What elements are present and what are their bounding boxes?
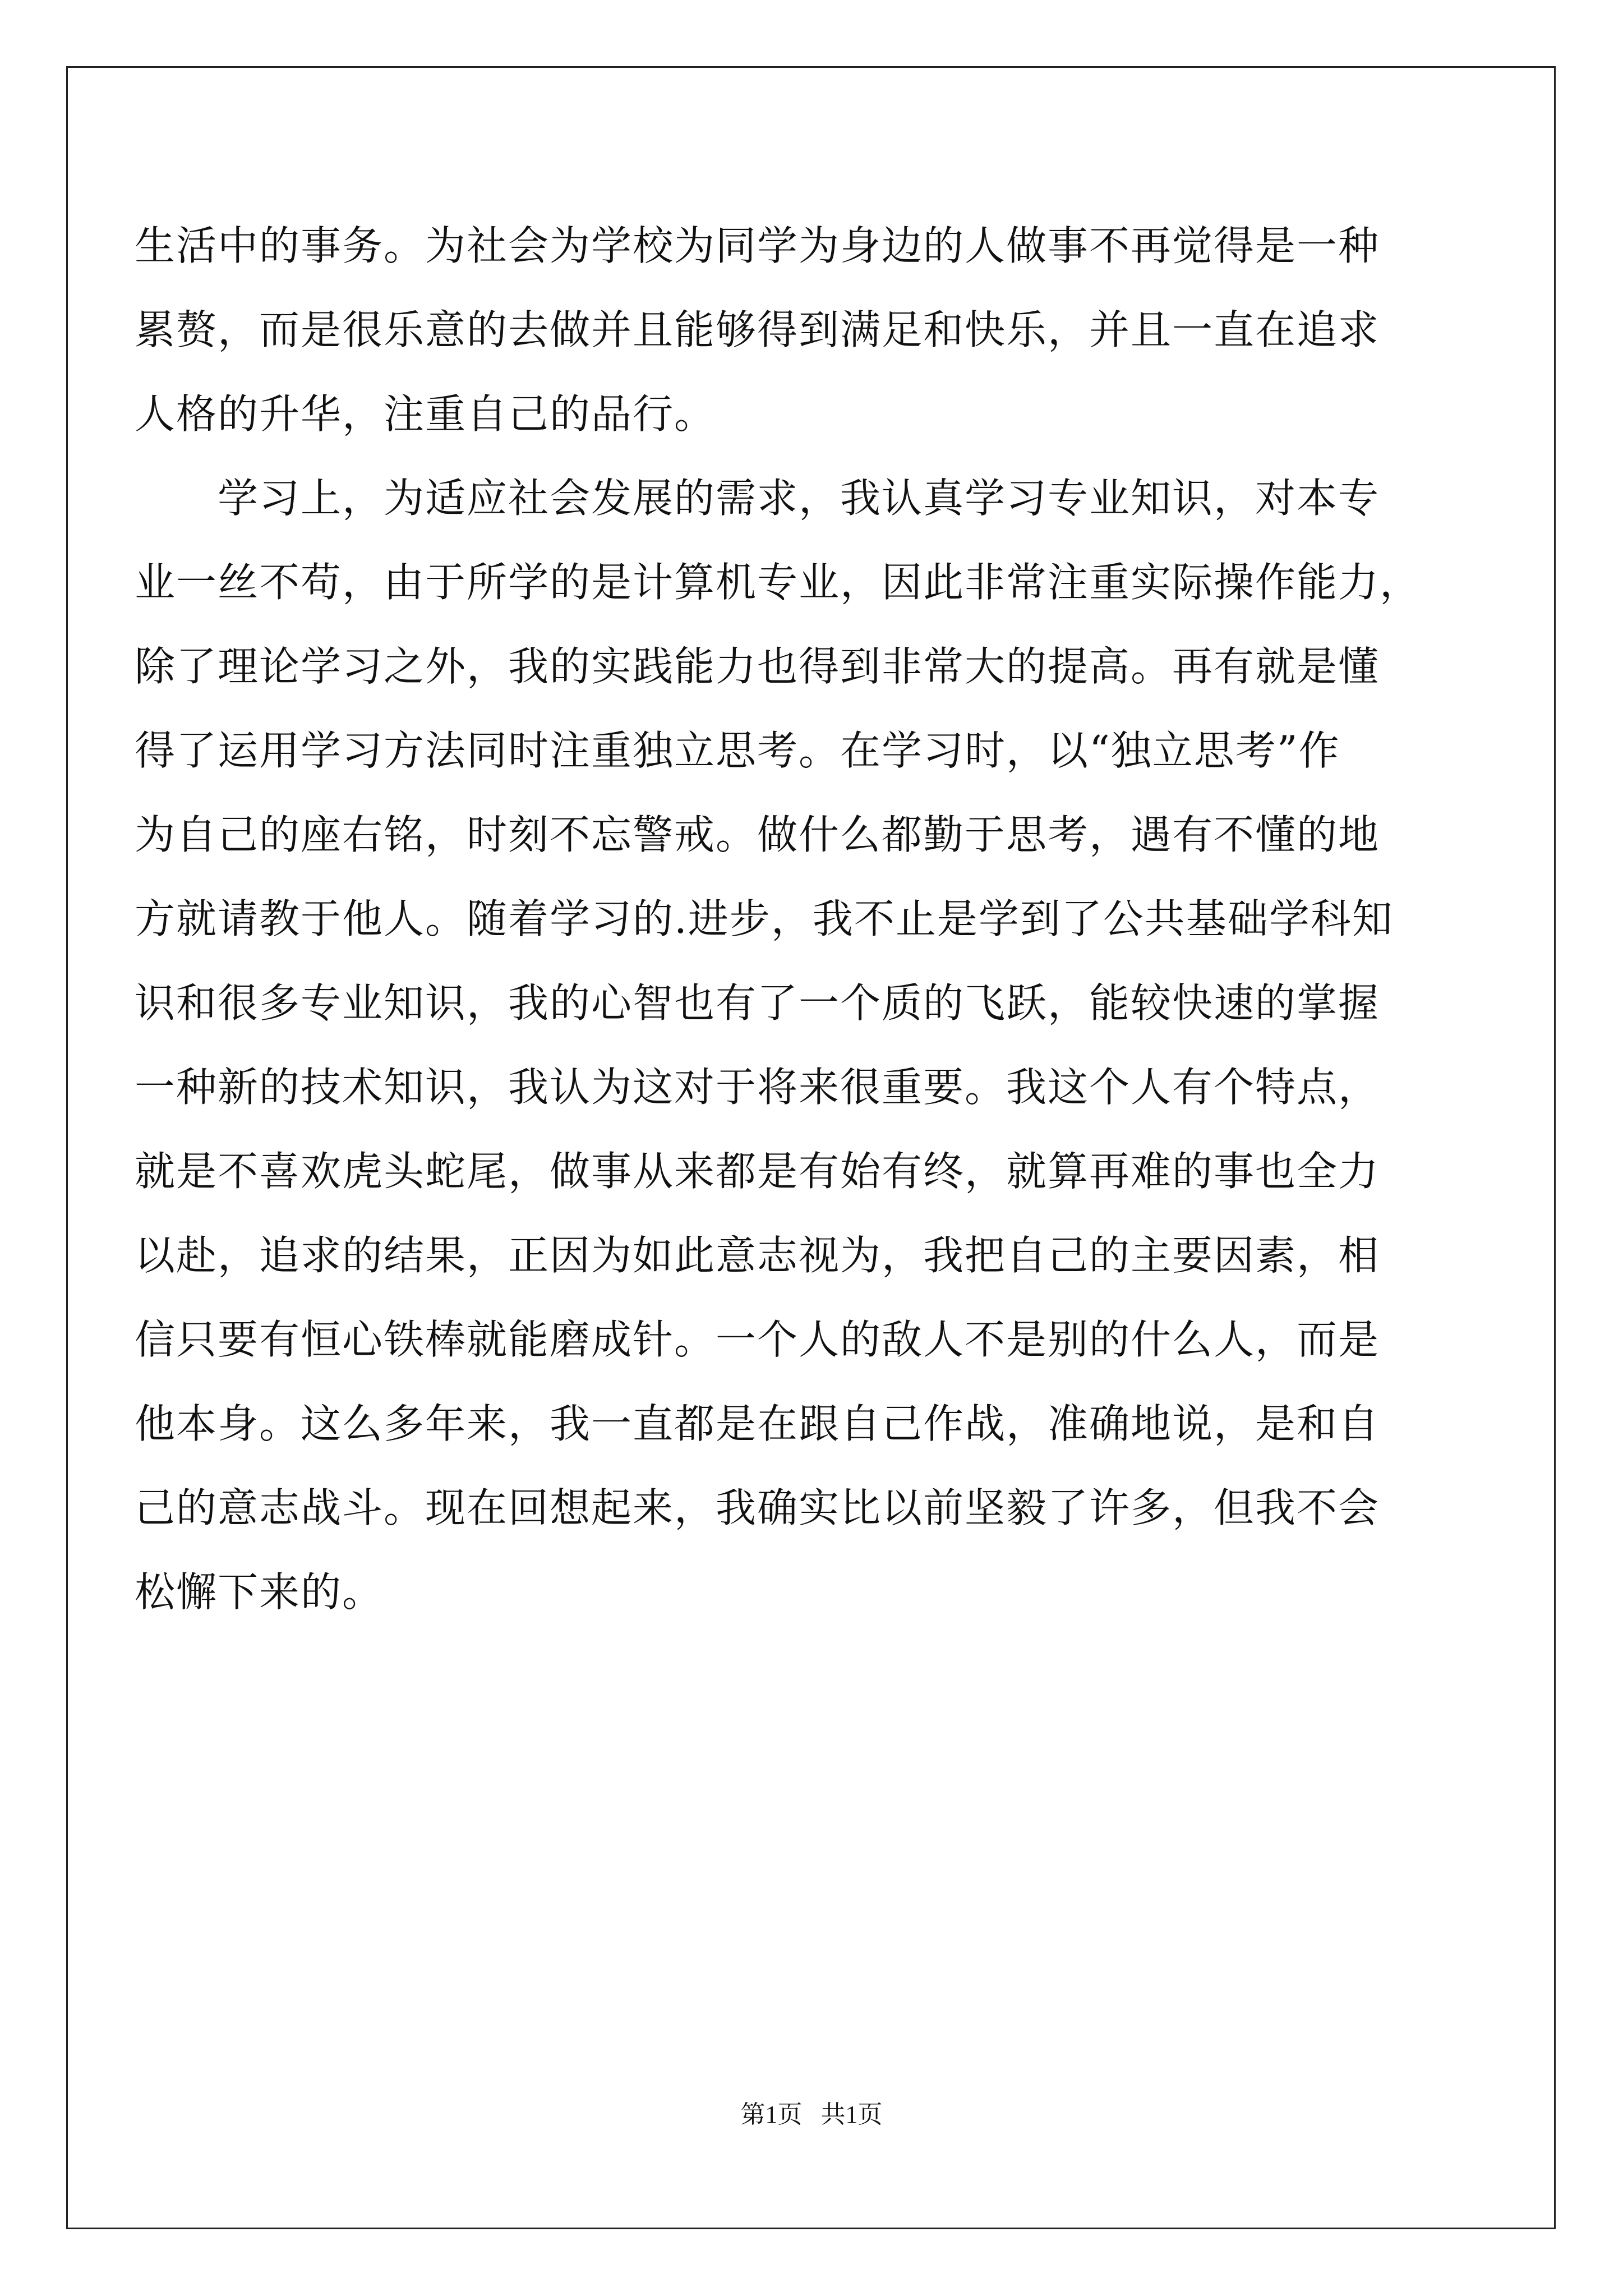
- text-line: 生活中的事务。为社会为学校为同学为身边的人做事不再觉得是一种: [135, 222, 1380, 269]
- page-number-footer: 第1页 共1页: [740, 2101, 883, 2128]
- text-line: 学习上，为适应社会发展的需求，我认真学习专业知识，对本专: [135, 475, 1380, 522]
- text-line: 他本身。这么多年来，我一直都是在跟自己作战，准确地说，是和自: [135, 1400, 1380, 1447]
- text-line: 就是不喜欢虎头蛇尾，做事从来都是有始有终，就算再难的事也全力: [135, 1148, 1380, 1195]
- text-line: 识和很多专业知识，我的心智也有了一个质的飞跃，能较快速的掌握: [135, 979, 1380, 1027]
- text-line: 以赴，追求的结果，正因为如此意志视为，我把自己的主要因素，相: [135, 1232, 1380, 1279]
- document-body: [135, 204, 1426, 1634]
- text-line: 得了运用学习方法同时注重独立思考。在学习时，以“独立思考”作: [135, 727, 1340, 774]
- text-line: 信只要有恒心铁棒就能磨成针。一个人的敌人不是别的什么人，而是: [135, 1316, 1380, 1363]
- text-line: 松懈下来的。: [135, 1568, 384, 1616]
- text-line: 一种新的技术知识，我认为这对于将来很重要。我这个人有个特点，: [135, 1064, 1380, 1111]
- text-line: 业一丝不苟，由于所学的是计算机专业，因此非常注重实际操作能力，: [135, 559, 1422, 606]
- text-line: 为自己的座右铭，时刻不忘警戒。做什么都勤于思考，遇有不懂的地: [135, 811, 1380, 858]
- text-line: 累赘，而是很乐意的去做并且能够得到满足和快乐，并且一直在追求: [135, 306, 1380, 353]
- text-line: 人格的升华，注重自己的品行。: [135, 390, 716, 438]
- text-line: 己的意志战斗。现在回想起来，我确实比以前坚毅了许多，但我不会: [135, 1484, 1380, 1531]
- text-line: 方就请教于他人。随着学习的.进步，我不止是学到了公共基础学科知: [135, 895, 1394, 942]
- text-line: 除了理论学习之外，我的实践能力也得到非常大的提高。再有就是懂: [135, 643, 1380, 690]
